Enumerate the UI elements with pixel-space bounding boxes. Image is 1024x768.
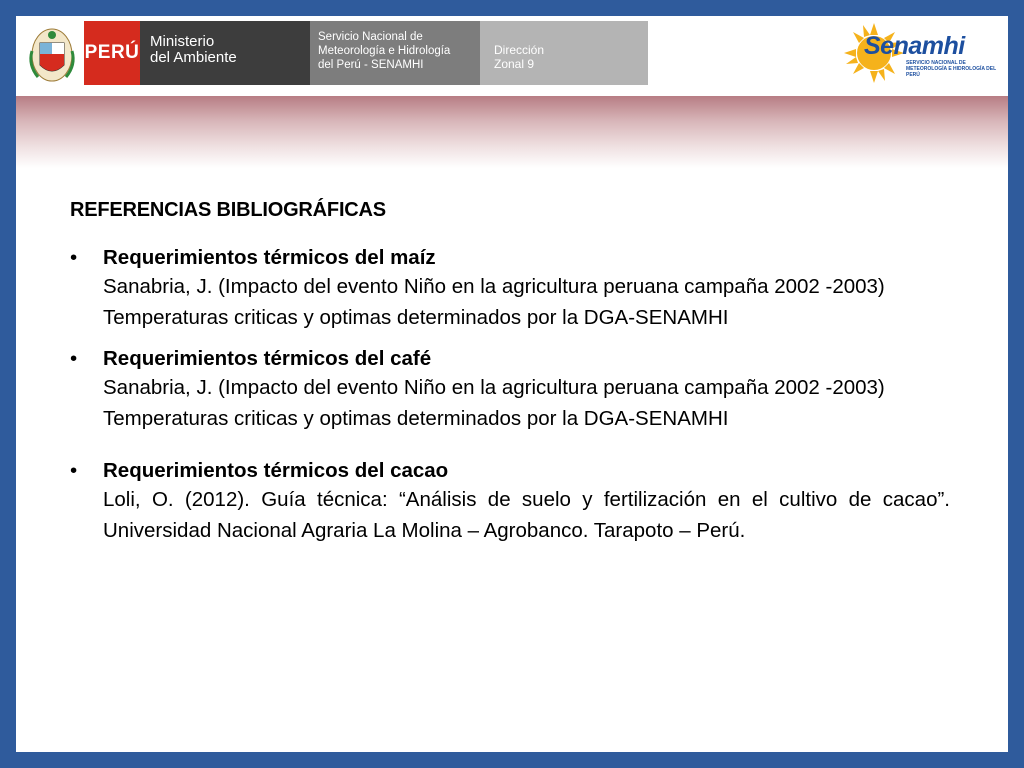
- reference-section-maiz: [70, 245, 950, 333]
- page-title: REFERENCIAS BIBLIOGRÁFICAS: [70, 199, 386, 221]
- bullet-icon: •: [70, 246, 78, 269]
- section-heading: [70, 245, 950, 271]
- bullet-icon: •: [70, 459, 78, 482]
- section-heading-label: Requerimientos térmicos del maíz: [103, 246, 436, 269]
- reference-list: [70, 484, 950, 546]
- logo-wordmark: Senamhi: [864, 32, 965, 60]
- reference-item: Temperaturas criticas y optimas determinados por la DGA-SENAMHI: [103, 407, 729, 430]
- reference-section-cafe: [70, 346, 950, 434]
- peru-coat-of-arms-icon: [20, 21, 84, 85]
- slide: [16, 16, 1008, 752]
- section-heading: [70, 458, 950, 484]
- logo-subtitle: SERVICIO NACIONAL DE METEOROLOGÍA E HIDROLOGÍA DEL PERÚ: [906, 60, 997, 78]
- service-box: [310, 21, 480, 85]
- peru-brand-box: [84, 21, 140, 85]
- reference-item: Loli, O. (2012). Guía técnica: “Análisis de suelo y fertilización en el cultivo de cacao”. Universidad Nacional Agraria La Molina – Agrobanco. Tarapoto – Perú.: [103, 488, 950, 542]
- reference-list: [70, 271, 950, 333]
- ministry-line-2: del Ambiente: [150, 49, 237, 66]
- service-line-1: Servicio Nacional de: [318, 31, 423, 43]
- service-line-3: del Perú - SENAMHI: [318, 59, 424, 71]
- bullet-icon: •: [70, 347, 78, 370]
- ministry-box: [140, 21, 310, 85]
- header-banner: [16, 16, 1008, 92]
- reference-item: Sanabria, J. (Impacto del evento Niño en la agricultura peruana campaña 2002 -2003): [103, 376, 885, 399]
- direction-box: [480, 21, 648, 85]
- ministry-line-1: Ministerio: [150, 33, 215, 50]
- reference-item: Sanabria, J. (Impacto del evento Niño en la agricultura peruana campaña 2002 -2003): [103, 275, 885, 298]
- section-heading-label: Requerimientos térmicos del cacao: [103, 459, 449, 482]
- reference-list: [70, 372, 950, 434]
- references-content: [70, 199, 950, 546]
- section-heading: [70, 346, 950, 372]
- direction-line-2: Zonal 9: [494, 57, 535, 71]
- service-line-2: Meteorología e Hidrología: [318, 45, 451, 57]
- section-heading-label: Requerimientos térmicos del café: [103, 347, 432, 370]
- header-gradient-band: [16, 96, 1008, 168]
- country-label: PERÚ: [84, 42, 140, 63]
- reference-item: Temperaturas criticas y optimas determinados por la DGA-SENAMHI: [103, 306, 729, 329]
- direction-line-1: Dirección: [494, 43, 545, 57]
- reference-section-cacao: [70, 458, 950, 546]
